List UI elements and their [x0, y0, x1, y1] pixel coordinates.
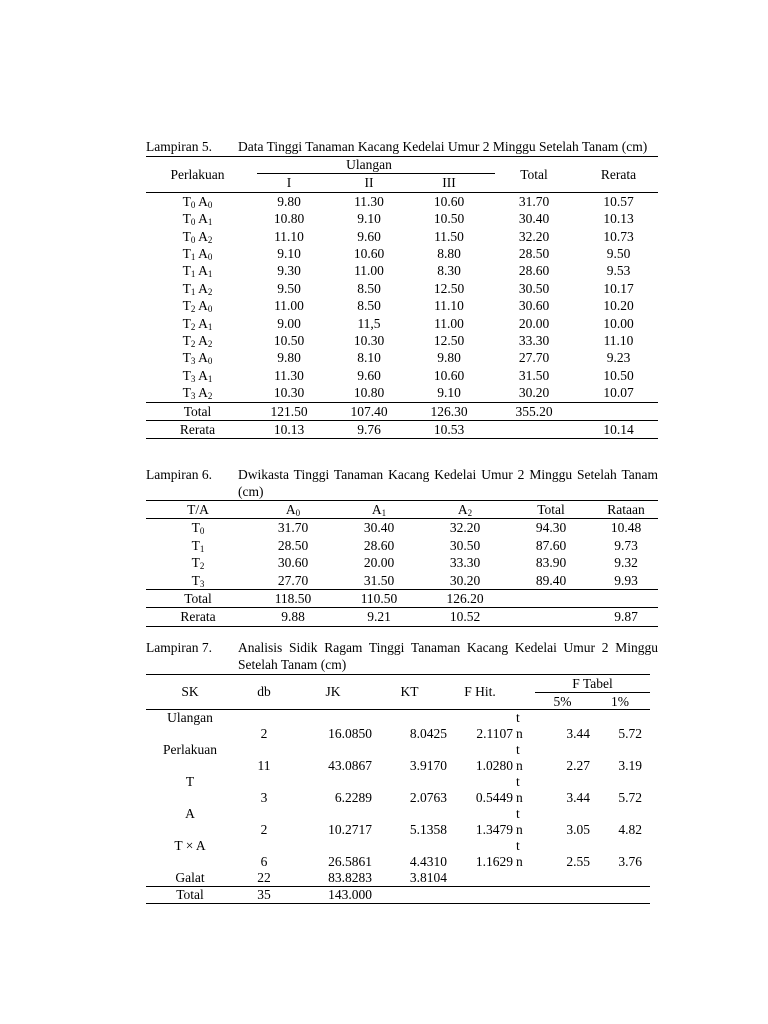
total-label: Total	[184, 591, 212, 607]
treatment-cell: $T_0$ $A_2$	[182, 228, 213, 245]
galat-kt: 3.8104	[409, 870, 447, 885]
galat-db: 22	[257, 870, 271, 885]
table-row	[146, 228, 658, 245]
value-cell-rataan: 9.32	[614, 555, 638, 571]
table-row	[146, 710, 650, 727]
total-db: 35	[257, 887, 271, 902]
galat-jk: 83.8283	[328, 870, 372, 885]
value-cell-i: 10.80	[273, 211, 305, 227]
header-a2: $A_2$	[457, 502, 473, 518]
value-cell-rerata: 10.57	[603, 193, 634, 209]
header-a1: $A_1$	[371, 502, 387, 518]
value-cell-i: 10.50	[273, 333, 305, 349]
treatment-cell: $T_0$	[191, 520, 205, 537]
lampiran-5-title: Data Tinggi Tanaman Kacang Kedelai Umur 2 Minggu Setelah Tanam (cm)	[238, 139, 648, 154]
header-ftabel: F Tabel	[535, 675, 650, 693]
lampiran-6-table	[146, 500, 658, 627]
header-a0: $A_0$	[285, 502, 301, 518]
value-cell-ii: 8.50	[357, 298, 381, 314]
mean-iii: 10.53	[433, 422, 465, 438]
fhit-cell: 1.1629	[475, 854, 513, 869]
value-cell-total: 30.40	[518, 211, 550, 227]
kt-cell: 8.0425	[409, 726, 447, 741]
note-t: t	[516, 710, 520, 725]
value-cell-ii: 11.30	[354, 193, 384, 209]
mean-i: 10.13	[273, 422, 305, 438]
table-row	[146, 838, 650, 854]
value-cell-iii: 10.60	[433, 367, 465, 383]
ftabel-1-cell: 5.72	[618, 790, 642, 805]
fhit-cell: 0.5449	[475, 790, 513, 805]
value-cell-iii: 9.10	[437, 385, 461, 401]
value-cell-total: 32.20	[518, 228, 550, 244]
value-cell-rerata: 9.23	[606, 350, 631, 366]
treatment-cell: $T_3$	[191, 572, 205, 589]
note-t: t	[516, 742, 520, 757]
treatment-cell: $T_2$	[191, 555, 205, 572]
value-cell-total: 83.90	[535, 555, 567, 571]
header-jk: JK	[294, 675, 372, 710]
jk-cell: 10.2717	[328, 822, 372, 837]
fhit-cell: 1.0280	[475, 758, 513, 773]
value-cell-a0: 27.70	[277, 572, 309, 588]
header-ulangan: Ulangan	[249, 157, 489, 175]
total-iii: 126.30	[430, 403, 468, 419]
value-cell-iii: 11.10	[434, 298, 464, 314]
table-row	[146, 262, 658, 279]
treatment-cell: $T_1$ $A_0$	[182, 246, 213, 263]
treatment-cell: $T_1$ $A_1$	[182, 263, 213, 280]
sk-cell: A	[185, 806, 195, 821]
value-cell-rerata: 9.53	[606, 263, 631, 279]
table-row	[146, 297, 658, 314]
value-cell-a0: 31.70	[277, 520, 309, 536]
table-row	[146, 774, 650, 790]
value-cell-a2: 30.20	[449, 572, 481, 588]
value-cell-total: 28.60	[518, 263, 550, 279]
value-cell-a2: 32.20	[449, 520, 481, 536]
header-1pct: 1%	[611, 693, 629, 709]
treatment-cell: $T_1$ $A_2$	[182, 280, 213, 297]
lampiran-5-body	[146, 192, 658, 402]
jk-cell: 26.5861	[328, 854, 372, 869]
note-n: n	[516, 854, 523, 869]
table-row	[146, 519, 658, 537]
mean-total	[489, 421, 579, 439]
value-cell-total: 87.60	[535, 537, 567, 553]
lampiran-6-label: Lampiran 6.	[146, 467, 212, 482]
table-row	[146, 192, 658, 210]
table-row	[146, 554, 658, 571]
header-ulangan-iii: III	[442, 175, 456, 191]
ftabel-5-cell: 2.27	[566, 758, 590, 773]
value-cell-total: 94.30	[535, 520, 567, 536]
value-cell-total: 89.40	[535, 572, 567, 588]
db-cell: 3	[260, 790, 268, 805]
fhit-cell: 1.3479	[475, 822, 513, 837]
value-cell-total: 33.30	[518, 333, 550, 349]
note-n: n	[516, 822, 523, 837]
ftabel-1-cell: 3.76	[618, 854, 642, 869]
treatment-cell: $T_3$ $A_0$	[182, 350, 213, 367]
sk-cell: T × A	[174, 838, 206, 853]
value-cell-a1: 20.00	[363, 555, 395, 571]
table-row	[146, 742, 650, 758]
lampiran-7-label: Lampiran 7.	[146, 640, 212, 655]
kt-cell: 2.0763	[409, 790, 447, 805]
note-t: t	[516, 838, 520, 853]
value-cell-rerata: 9.50	[606, 246, 631, 262]
value-cell-ii: 8.10	[357, 350, 381, 366]
ftabel-1-cell: 4.82	[618, 822, 642, 837]
table-row	[146, 384, 658, 402]
note-t: t	[516, 774, 520, 789]
treatment-cell: $T_3$ $A_2$	[182, 385, 213, 402]
table-row	[146, 280, 658, 297]
value-cell-iii: 8.80	[437, 246, 461, 262]
ftabel-1-cell: 5.72	[618, 726, 642, 741]
value-cell-i: 9.80	[277, 350, 301, 366]
lampiran-7-caption	[146, 639, 658, 673]
ftabel-5-cell: 3.44	[566, 726, 590, 741]
sk-cell: Perlakuan	[163, 742, 217, 757]
value-cell-a2: 30.50	[449, 537, 481, 553]
value-cell-rerata: 10.07	[603, 385, 634, 401]
jk-cell: 43.0867	[328, 758, 372, 773]
treatment-cell: $T_2$ $A_1$	[182, 315, 213, 332]
note-t: t	[516, 806, 520, 821]
value-cell-rerata: 10.20	[603, 298, 634, 314]
value-cell-total: 31.70	[518, 193, 550, 209]
galat-sk: Galat	[175, 870, 205, 885]
total-a2: 126.20	[446, 591, 484, 607]
table-row	[146, 537, 658, 554]
jk-cell: 16.0850	[328, 726, 372, 741]
fhit-cell: 2.1107	[476, 726, 513, 741]
lampiran-7-table	[146, 674, 650, 904]
header-rerata: Rerata	[579, 157, 658, 193]
table-row	[146, 315, 658, 332]
ftabel-5-cell: 3.44	[566, 790, 590, 805]
value-cell-total: 30.20	[518, 385, 550, 401]
header-kt: KT	[372, 675, 447, 710]
value-cell-total: 20.00	[518, 315, 550, 331]
value-cell-i: 9.80	[277, 193, 301, 209]
kt-cell: 4.4310	[409, 854, 447, 869]
value-cell-ii: 11.00	[354, 263, 384, 279]
lampiran-7-section	[146, 639, 658, 904]
header-ulangan-ii: II	[364, 175, 374, 191]
value-cell-ii: 11,5	[357, 315, 381, 331]
value-cell-ii: 10.30	[353, 333, 385, 349]
value-cell-i: 9.10	[277, 246, 301, 262]
value-cell-i: 9.30	[277, 263, 301, 279]
value-cell-a2: 33.30	[449, 555, 481, 571]
total-sk: Total	[176, 887, 204, 902]
value-cell-i: 11.10	[274, 228, 304, 244]
value-cell-rataan: 10.48	[610, 520, 642, 536]
treatment-cell: $T_0$ $A_0$	[182, 193, 213, 210]
value-cell-a1: 30.40	[363, 520, 395, 536]
table-row	[146, 332, 658, 349]
header-total: Total	[537, 502, 565, 517]
value-cell-rerata: 11.10	[603, 333, 634, 349]
total-label: Total	[183, 403, 212, 419]
value-cell-a1: 28.60	[363, 537, 395, 553]
value-cell-rerata: 10.50	[603, 367, 634, 383]
value-cell-ii: 9.60	[357, 367, 381, 383]
value-cell-ii: 10.80	[353, 385, 385, 401]
lampiran-5-table	[146, 156, 658, 439]
kt-cell: 3.9170	[409, 758, 447, 773]
table-row-cont	[146, 854, 650, 870]
total-rataan	[594, 590, 658, 608]
value-cell-rerata: 10.73	[603, 228, 634, 244]
lampiran-7-body	[146, 710, 650, 871]
total-total	[508, 590, 594, 608]
table-row	[146, 572, 658, 590]
ftabel-5-cell: 3.05	[566, 822, 590, 837]
value-cell-i: 11.00	[274, 298, 304, 314]
lampiran-6-section	[146, 466, 658, 627]
value-cell-a0: 28.50	[277, 537, 309, 553]
db-cell: 2	[260, 822, 268, 837]
total-ii: 107.40	[350, 403, 388, 419]
mean-label: Rerata	[180, 609, 216, 625]
value-cell-iii: 10.60	[433, 193, 465, 209]
mean-a2: 10.52	[449, 609, 481, 625]
mean-ii: 9.76	[357, 422, 381, 438]
header-total: Total	[489, 157, 579, 193]
value-cell-i: 10.30	[273, 385, 305, 401]
header-ulangan-i: I	[286, 175, 292, 191]
db-cell: 11	[257, 758, 271, 773]
value-cell-a1: 31.50	[363, 572, 395, 588]
mean-rerata: 10.14	[603, 422, 634, 438]
table-row-cont	[146, 726, 650, 742]
total-total: 355.20	[515, 403, 553, 419]
mean-a1: 9.21	[367, 609, 391, 625]
value-cell-rataan: 9.73	[614, 537, 638, 553]
ftabel-5-cell: 2.55	[566, 854, 590, 869]
header-db: db	[234, 675, 294, 710]
header-fhit: F Hit.	[447, 675, 513, 710]
value-cell-a0: 30.60	[277, 555, 309, 571]
value-cell-total: 28.50	[518, 246, 550, 262]
value-cell-total: 27.70	[518, 350, 550, 366]
value-cell-i: 11.30	[274, 367, 304, 383]
lampiran-5-label: Lampiran 5.	[146, 139, 212, 154]
table-row-cont	[146, 790, 650, 806]
treatment-cell: $T_2$ $A_0$	[182, 298, 213, 315]
value-cell-total: 30.60	[518, 298, 550, 314]
value-cell-ii: 10.60	[353, 246, 385, 262]
value-cell-ii: 9.10	[357, 211, 381, 227]
value-cell-rerata: 10.13	[603, 211, 634, 227]
mean-total	[508, 608, 594, 626]
kt-cell: 5.1358	[409, 822, 447, 837]
value-cell-total: 30.50	[518, 280, 550, 296]
value-cell-iii: 12.50	[433, 333, 465, 349]
treatment-cell: $T_3$ $A_1$	[182, 367, 213, 384]
lampiran-6-body	[146, 519, 658, 590]
value-cell-ii: 9.60	[357, 228, 381, 244]
note-n: n	[516, 726, 523, 741]
header-5pct: 5%	[553, 693, 572, 709]
table-row	[146, 245, 658, 262]
note-n: n	[516, 758, 523, 773]
note-n: n	[516, 790, 523, 805]
table-row	[146, 349, 658, 366]
header-sk: SK	[146, 675, 234, 710]
total-rerata	[579, 402, 658, 420]
value-cell-i: 9.00	[277, 315, 301, 331]
total-a1: 110.50	[360, 591, 398, 607]
total-a0: 118.50	[274, 591, 312, 607]
value-cell-iii: 11.50	[434, 228, 464, 244]
treatment-cell: $T_2$ $A_2$	[182, 333, 213, 350]
total-jk: 143.000	[328, 887, 372, 902]
total-i: 121.50	[270, 403, 308, 419]
value-cell-rataan: 9.93	[614, 572, 638, 588]
lampiran-6-title: Dwikasta Tinggi Tanaman Kacang Kedelai Umur 2 Minggu Setelah Tanam (cm)	[238, 467, 658, 499]
sk-cell: Ulangan	[167, 710, 213, 725]
lampiran-5-caption	[146, 138, 658, 155]
table-row	[146, 210, 658, 227]
value-cell-iii: 11.00	[434, 315, 464, 331]
table-row	[146, 806, 650, 822]
table-row	[146, 367, 658, 384]
table-row-cont	[146, 822, 650, 838]
value-cell-iii: 9.80	[437, 350, 461, 366]
sk-cell: T	[185, 774, 195, 789]
ftabel-1-cell: 3.19	[618, 758, 642, 773]
header-perlakuan: Perlakuan	[146, 157, 249, 193]
table-row-cont	[146, 758, 650, 774]
db-cell: 2	[260, 726, 268, 741]
lampiran-5-section	[146, 138, 658, 439]
header-blank	[513, 675, 535, 710]
value-cell-iii: 12.50	[433, 280, 465, 296]
value-cell-rerata: 10.00	[603, 315, 634, 331]
value-cell-i: 9.50	[277, 280, 301, 296]
header-rataan: Rataan	[607, 502, 645, 517]
mean-a0: 9.88	[281, 609, 305, 625]
lampiran-7-title: Analisis Sidik Ragam Tinggi Tanaman Kacang Kedelai Umur 2 Minggu Setelah Tanam (cm)	[238, 640, 658, 672]
mean-label: Rerata	[179, 422, 216, 438]
treatment-cell: $T_0$ $A_1$	[182, 211, 213, 228]
jk-cell: 6.2289	[334, 790, 372, 805]
lampiran-6-caption	[146, 466, 658, 500]
value-cell-iii: 10.50	[433, 211, 465, 227]
db-cell: 6	[260, 854, 268, 869]
value-cell-ii: 8.50	[357, 280, 381, 296]
treatment-cell: $T_1$	[191, 537, 205, 554]
value-cell-total: 31.50	[518, 367, 550, 383]
mean-rataan: 9.87	[614, 609, 638, 625]
header-ta: T/A	[187, 502, 209, 517]
value-cell-iii: 8.30	[437, 263, 461, 279]
value-cell-rerata: 10.17	[603, 280, 634, 296]
